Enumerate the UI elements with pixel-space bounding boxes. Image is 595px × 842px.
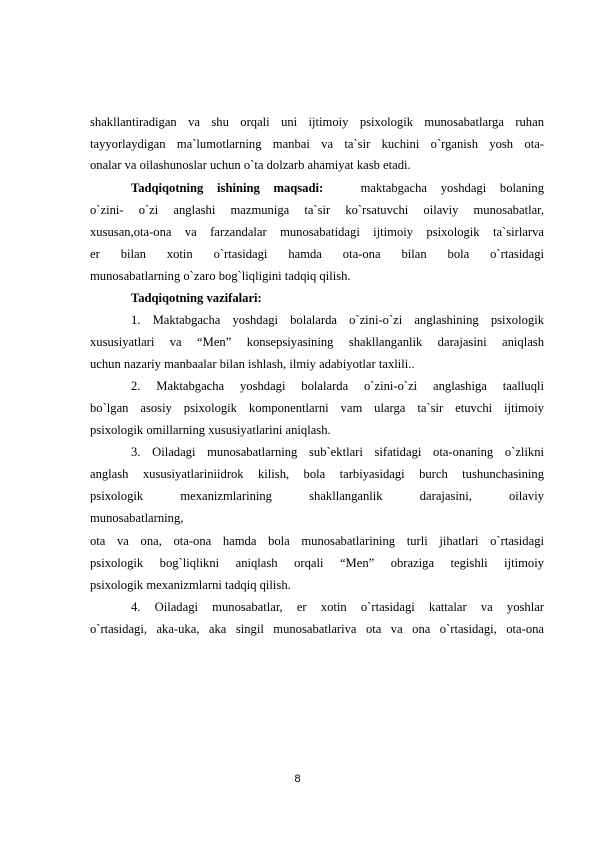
text-line: onalar va oilashunoslar uchun o`ta dolzarb ahamiyat kasb etadi. xyxy=(90,158,411,172)
text-line: munosabatlarning o`zaro bog`liqligini tadqiq qilish. xyxy=(90,269,351,283)
text-line: psixologik bog`liqlikni aniqlash orqali “Men” obraziga tegishli ijtimoiy xyxy=(90,556,544,570)
text-line: 1. Maktabgacha yoshdagi bolalarda o`zini-o`zi anglashining psixologik xyxy=(131,313,544,327)
text-line: xususiyatlari va “Men” konsepsiyasining shakllanganlik darajasini aniqlash xyxy=(90,335,544,349)
page-number: 8 xyxy=(294,773,301,785)
text-line: o`zini- o`zi anglashi mazmuniga ta`sir ko`rsatuvchi oilaviy munosabatlar, xyxy=(90,203,544,217)
aim-paragraph-start xyxy=(131,180,544,196)
text-line: ota va ona, ota-ona hamda bola munosabatlarining turli jihatlari o`rtasidagi xyxy=(90,534,544,548)
text-line: anglash xususiyatlariniidrok kilish, bola tarbiyasidagi burch tushunchasining xyxy=(90,467,544,481)
text-line: xususan,ota-ona va farzandalar munosabatidagi ijtimoiy psixologik ta`sirlarva xyxy=(90,225,544,239)
text-line: tayyorlaydigan ma`lumotlarning manbai va ta`sir kuchini o`rganish yosh ota- xyxy=(90,137,544,151)
text-line: 2. Maktabgacha yoshdagi bolalarda o`zini-o`zi anglashiga taalluqli xyxy=(131,379,544,393)
text-line: maktabgacha yoshdagi bolaning xyxy=(360,181,544,195)
aim-heading: Tadqiqotning ishining maqsadi: xyxy=(131,181,324,195)
text-line: psixologik omillarning xususiyatlarini aniqlash. xyxy=(90,423,331,437)
text-line: 3. Oiladagi munosabatlarning sub`ektlari sifatidagi ota-onaning o`zlikni xyxy=(131,445,544,459)
text-line: o`rtasidagi, aka-uka, aka singil munosabatlariva ota va ona o`rtasidagi, ota-ona xyxy=(90,622,544,636)
text-line: er bilan xotin o`rtasidagi hamda ota-ona bilan bola o`rtasidagi xyxy=(90,247,544,261)
text-line: munosabatlarning, xyxy=(90,511,184,525)
tasks-heading: Tadqiqotning vazifalari: xyxy=(131,291,262,305)
text-line: bo`lgan asosiy psixologik komponentlarni vam ularga ta`sir etuvchi ijtimoiy xyxy=(90,401,544,415)
text-line: psixologik mexanizmlarni tadqiq qilish. xyxy=(90,578,291,592)
text-line: shakllantiradigan va shu orqali uni ijtimoiy psixologik munosabatlarga ruhan xyxy=(90,115,544,129)
text-line: uchun nazariy manbaalar bilan ishlash, ilmiy adabiyotlar taxlili.. xyxy=(90,357,415,371)
text-line: psixologik mexanizmlarining shakllanganlik darajasini, oilaviy xyxy=(90,489,544,503)
text-line: 4. Oiladagi munosabatlar, er xotin o`rtasidagi kattalar va yoshlar xyxy=(131,600,544,614)
